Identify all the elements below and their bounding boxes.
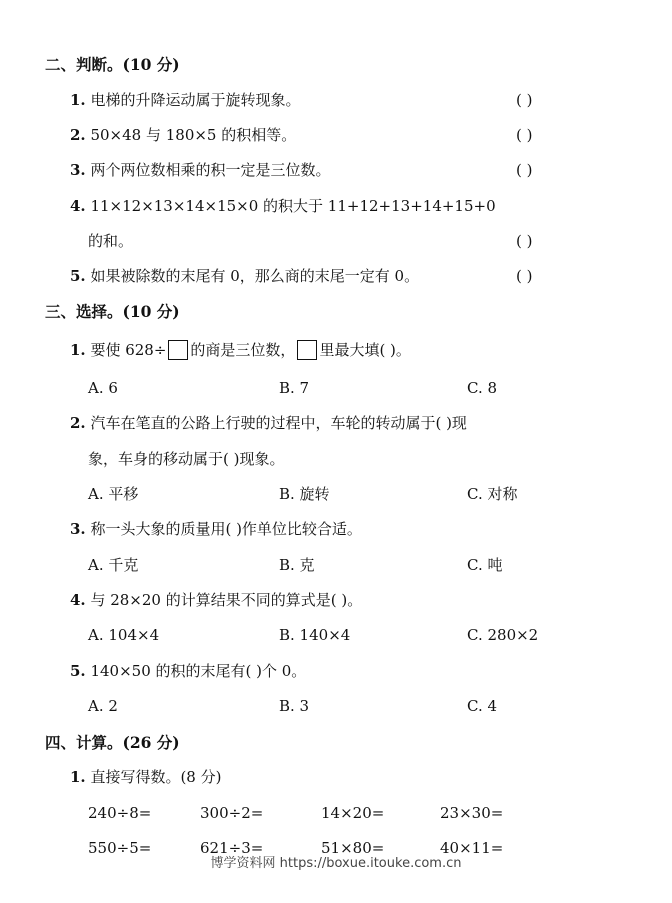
answer-paren[interactable]: ( ) xyxy=(516,91,533,109)
item-number: 4. xyxy=(70,197,86,215)
judge-item-3 xyxy=(70,160,330,180)
q1-text-pre: 要使 628÷ xyxy=(90,341,167,359)
option-b[interactable]: B. 7 xyxy=(279,379,310,397)
calc-problem: 621÷3= xyxy=(200,839,264,857)
item-text: 电梯的升降运动属于旋转现象。 xyxy=(90,91,301,109)
item-number: 3. xyxy=(70,161,86,179)
choice-q3 xyxy=(70,519,362,539)
item-number: 2. xyxy=(70,414,86,432)
calc-problem: 14×20= xyxy=(321,804,385,822)
blank-box[interactable] xyxy=(297,340,317,360)
answer-paren[interactable]: ( ) xyxy=(516,267,533,285)
item-text: 称一头大象的质量用( )作单位比较合适。 xyxy=(90,520,362,538)
option-c[interactable]: C. 对称 xyxy=(467,485,518,503)
choice-q4 xyxy=(70,590,362,610)
item-text: 汽车在笔直的公路上行驶的过程中，车轮的转动属于( )现 xyxy=(90,414,467,432)
item-text: 如果被除数的末尾有 0，那么商的末尾一定有 0。 xyxy=(90,267,420,285)
option-c[interactable]: C. 吨 xyxy=(467,556,503,574)
choice-q1 xyxy=(70,340,411,360)
judge-item-4 xyxy=(70,196,496,216)
blank-box[interactable] xyxy=(168,340,188,360)
item-number: 5. xyxy=(70,267,86,285)
option-a[interactable]: A. 2 xyxy=(88,697,118,715)
section-4-title: 四、计算。(26 分) xyxy=(45,733,180,752)
calc-sub-1 xyxy=(70,767,221,787)
item-number: 5. xyxy=(70,662,86,680)
calc-problem: 51×80= xyxy=(321,839,385,857)
option-b[interactable]: B. 140×4 xyxy=(279,626,351,644)
answer-paren[interactable]: ( ) xyxy=(516,126,533,144)
option-a[interactable]: A. 104×4 xyxy=(88,626,160,644)
judge-item-2 xyxy=(70,125,296,145)
option-b[interactable]: B. 旋转 xyxy=(279,485,330,503)
option-c[interactable]: C. 8 xyxy=(467,379,498,397)
item-number: 1. xyxy=(70,91,86,109)
calc-problem: 240÷8= xyxy=(88,804,152,822)
item-text: 11×12×13×14×15×0 的积大于 11+12+13+14+15+0 xyxy=(90,197,496,215)
choice-q2-continuation: 象，车身的移动属于( )现象。 xyxy=(88,450,285,468)
option-a[interactable]: A. 千克 xyxy=(88,556,139,574)
item-number: 4. xyxy=(70,591,86,609)
judge-item-1 xyxy=(70,90,300,110)
option-c[interactable]: C. 4 xyxy=(467,697,498,715)
section-2-title: 二、判断。(10 分) xyxy=(45,55,180,74)
q1-text-mid: 的商是三位数， xyxy=(190,341,296,359)
option-c[interactable]: C. 280×2 xyxy=(467,626,539,644)
item-number: 1. xyxy=(70,341,86,359)
option-b[interactable]: B. 3 xyxy=(279,697,310,715)
item-text: 与 28×20 的计算结果不同的算式是( )。 xyxy=(90,591,363,609)
calc-problem: 300÷2= xyxy=(200,804,264,822)
choice-q5 xyxy=(70,661,306,681)
judge-item-4-continuation: 的和。 xyxy=(88,232,134,250)
item-text: 直接写得数。(8 分) xyxy=(90,768,222,786)
judge-item-5 xyxy=(70,266,419,286)
item-text: 两个两位数相乘的积一定是三位数。 xyxy=(90,161,331,179)
item-number: 1. xyxy=(70,768,86,786)
choice-q2 xyxy=(70,413,467,433)
option-a[interactable]: A. 6 xyxy=(88,379,118,397)
calc-problem: 23×30= xyxy=(440,804,504,822)
calc-problem: 40×11= xyxy=(440,839,504,857)
item-number: 3. xyxy=(70,520,86,538)
answer-paren[interactable]: ( ) xyxy=(516,161,533,179)
option-a[interactable]: A. 平移 xyxy=(88,485,139,503)
answer-paren[interactable]: ( ) xyxy=(516,232,533,250)
item-text: 50×48 与 180×5 的积相等。 xyxy=(90,126,297,144)
section-3-title: 三、选择。(10 分) xyxy=(45,302,180,321)
option-b[interactable]: B. 克 xyxy=(279,556,315,574)
watermark-footer: 博学资料网 https://boxue.itouke.com.cn xyxy=(210,856,462,871)
calc-problem: 550÷5= xyxy=(88,839,152,857)
q1-text-post: 里最大填( )。 xyxy=(319,341,411,359)
item-number: 2. xyxy=(70,126,86,144)
item-text: 140×50 的积的末尾有( )个 0。 xyxy=(90,662,307,680)
